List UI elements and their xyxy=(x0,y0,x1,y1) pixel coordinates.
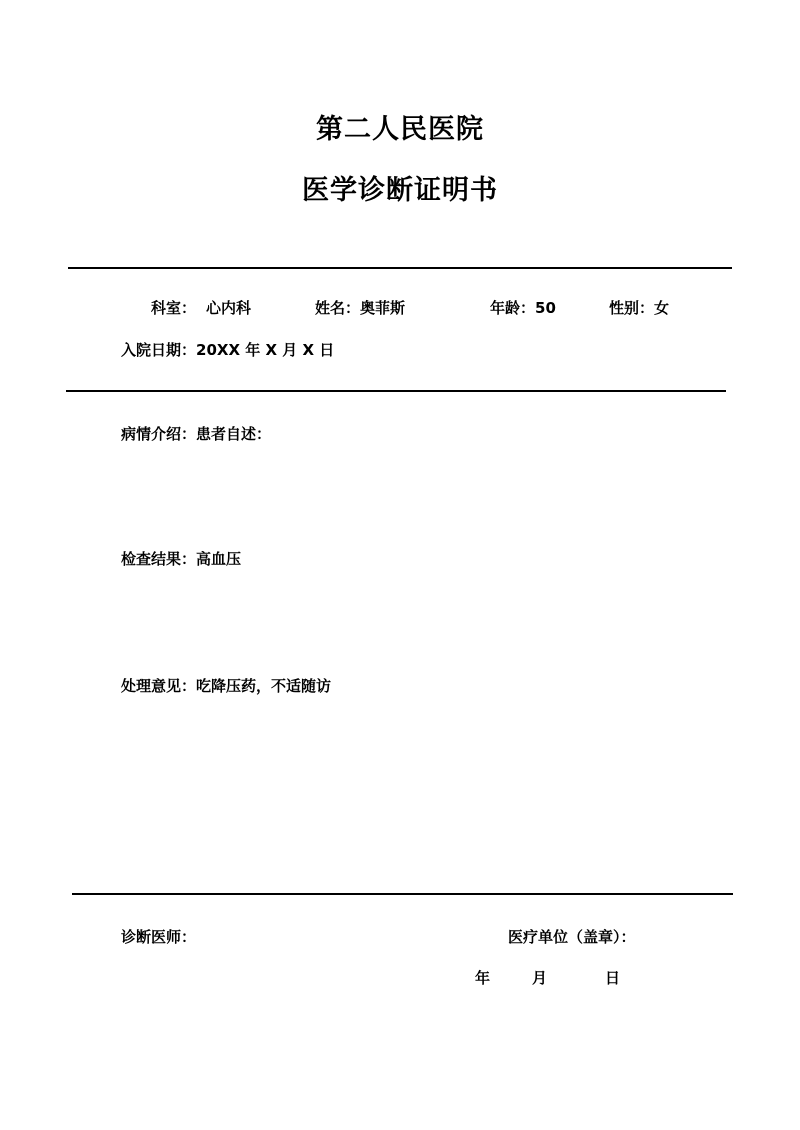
result-label: 检查结果： xyxy=(121,550,197,568)
age-label: 年龄： xyxy=(490,299,536,317)
gender-value: 女 xyxy=(654,299,670,317)
admission-value: 20XX 年 X 月 X 日 xyxy=(196,341,335,359)
opinion-value: 吃降压药，不适随访 xyxy=(196,677,332,695)
admission-label: 入院日期： xyxy=(121,341,197,359)
name-label: 姓名： xyxy=(315,299,361,317)
gender-field xyxy=(609,298,669,318)
department-value: 心内科 xyxy=(206,299,252,317)
opinion-field xyxy=(121,676,331,696)
unit-label: 医疗单位（盖章）： xyxy=(508,928,636,946)
condition-label: 病情介绍： xyxy=(121,425,197,443)
department-field xyxy=(151,298,251,318)
date-year-label: 年 xyxy=(475,969,491,987)
opinion-label: 处理意见： xyxy=(121,677,197,695)
top-divider xyxy=(68,267,732,269)
condition-value: 患者自述： xyxy=(196,425,272,443)
date-day-label: 日 xyxy=(605,969,621,987)
document-title: 医学诊断证明书 xyxy=(302,175,498,206)
date-month-label: 月 xyxy=(532,969,548,987)
hospital-name: 第二人民医院 xyxy=(316,114,484,145)
age-field xyxy=(490,298,556,318)
doctor-label: 诊断医师： xyxy=(121,928,197,946)
department-label: 科室： xyxy=(151,299,197,317)
name-field xyxy=(315,298,405,318)
admission-date-field xyxy=(121,340,334,360)
condition-field xyxy=(121,424,271,444)
gender-label: 性别： xyxy=(609,299,655,317)
result-value: 高血压 xyxy=(196,550,242,568)
name-value: 奥菲斯 xyxy=(360,299,406,317)
middle-divider xyxy=(66,390,726,392)
age-value: 50 xyxy=(535,299,556,317)
bottom-divider xyxy=(72,893,733,895)
result-field xyxy=(121,549,241,569)
